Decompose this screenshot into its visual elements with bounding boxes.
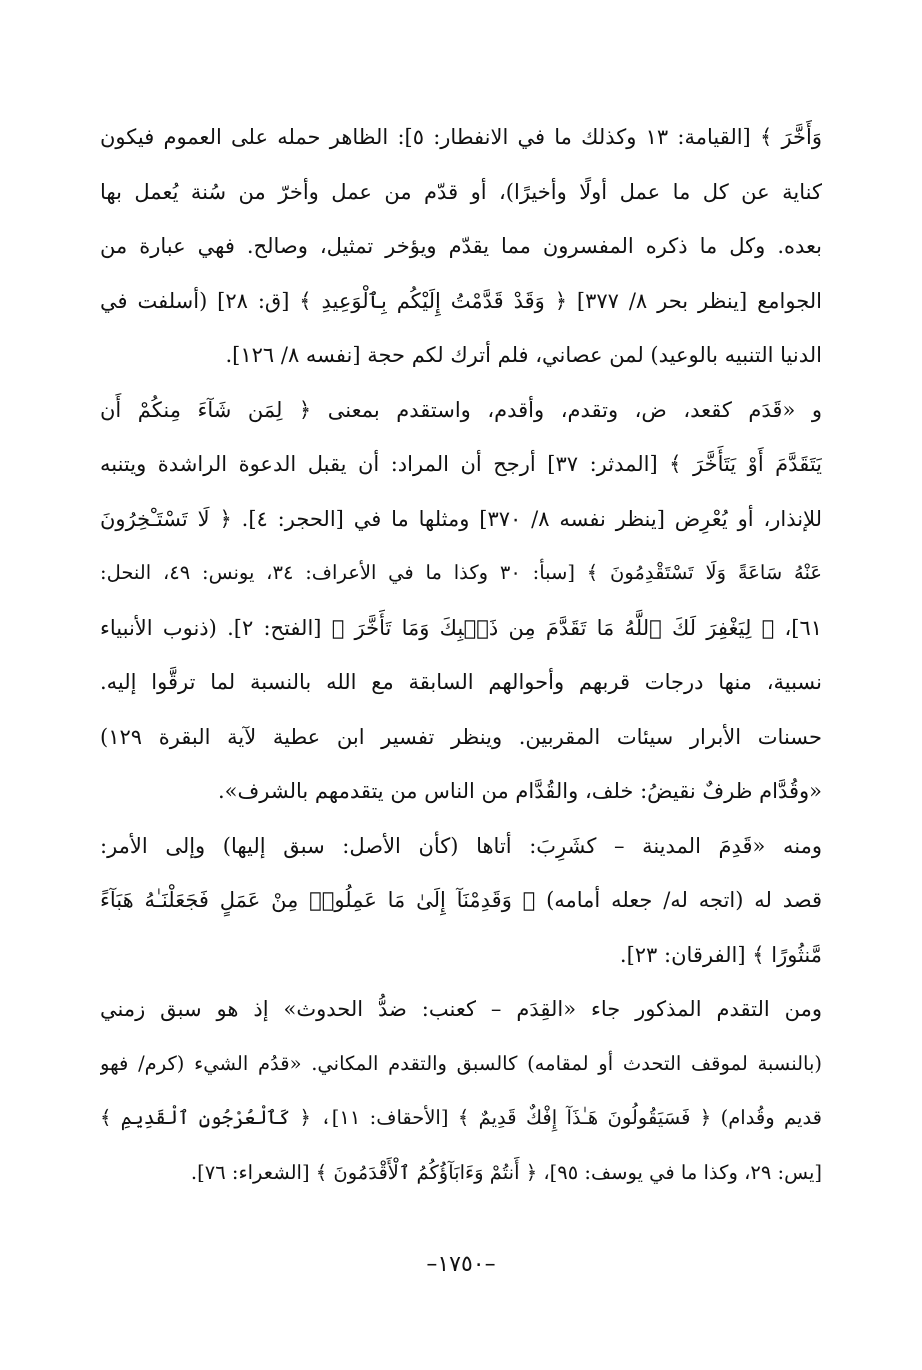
text-line: قديم وقُدام) ﴿ فَسَيَقُولُونَ هَـٰذَآ إِفْكٌ قَدِيمٌ ﴾ [الأحقاف: ١١]، ﴿ كَٱلْعُرْجُونِ ٱلْقَدِيمِ ﴾ bbox=[100, 1106, 822, 1129]
body-text bbox=[100, 110, 822, 1200]
text-line: حسنات الأبرار سيئات المقربين. وينظر تفسير ابن عطية لآية البقرة ١٢٩) bbox=[100, 724, 822, 749]
text-line: الدنيا التنبيه بالوعيد) لمن عصاني، فلم أترك لكم حجة [نفسه ٨/ ١٢٦]. bbox=[225, 343, 822, 367]
paragraph-1 bbox=[100, 110, 822, 383]
text-line: «وقُدَّام ظرفٌ نقيضُ: خلف، والقُدَّام من الناس من يتقدمهم بالشرف». bbox=[217, 779, 822, 803]
text-line: عَنْهُ سَاعَةً وَلَا تَسْتَقْدِمُونَ ﴾ [سبأ: ٣٠ وكذا ما في الأعراف: ٣٤، يونس: ٤٩، النحل: bbox=[100, 561, 822, 584]
page-number: –١٧٥٠– bbox=[426, 1252, 496, 1277]
text-line: ومنه «قَدِمَ المدينة – كشَرِبَ: أتاها (كأن الأصل: سبق إليها) وإلى الأمر: bbox=[100, 833, 822, 858]
text-line: يَتَقَدَّمَ أَوْ يَتَأَخَّرَ ﴾ [المدثر: ٣٧] أرجح أن المراد: أن يقبل الدعوة الراشدة ويتنبه bbox=[100, 452, 822, 476]
text-line: الجوامع [ينظر بحر ٨/ ٣٧٧] ﴿ وَقَدْ قَدَّمْتُ إِلَيْكُم بِٱلْوَعِيدِ ﴾ [ق: ٢٨] (أسلفت في bbox=[100, 288, 822, 313]
text-line: كناية عن كل ما عمل أولًا وأخيرًا)، أو قدّم من عمل وأخرّ من سُنة يُعمل بها bbox=[100, 179, 822, 204]
text-line: بعده. وكل ما ذكره المفسرون مما يقدّم ويؤخر تمثيل، وصالح. فهي عبارة من bbox=[100, 234, 822, 258]
text-line: ومن التقدم المذكور جاء «القِدَم – كعنب: ضدُّ الحدوث» إذ هو سبق زمني bbox=[100, 997, 822, 1021]
paragraph-4 bbox=[100, 982, 822, 1200]
text-line: للإنذار، أو يُعْرِض [ينظر نفسه ٨/ ٣٧٠] ومثلها ما في [الحجر: ٤]. ﴿ لَا تَسْتَـْخِرُونَ bbox=[100, 506, 822, 531]
paragraph-2 bbox=[100, 383, 822, 819]
text-line: نسبية، منها درجات قربهم وأحوالهم السابقة مع الله بالنسبة لما ترقَّوا إليه. bbox=[100, 670, 822, 694]
text-line: مَّنثُورًا ﴾ [الفرقان: ٢٣]. bbox=[619, 942, 822, 967]
text-line: و «قَدَم كقعد، ض، وتقدم، وأقدم، واستقدم بمعنى ﴿ لِمَن شَآءَ مِنكُمْ أَن bbox=[100, 397, 822, 422]
text-line: وَأَخَّرَ ﴾ [القيامة: ١٣ وكذلك ما في الانفطار: ٥]: الظاهر حمله على العموم فيكون bbox=[100, 125, 822, 149]
text-line: [يس: ٢٩، وكذا ما في يوسف: ٩٥]، ﴿ أَنتُمْ وَءَابَآؤُكُمُ ٱلْأَقْدَمُونَ ﴾ [الشعراء: ٧٦]. bbox=[190, 1160, 822, 1184]
paragraph-3 bbox=[100, 819, 822, 983]
text-line: ٦١]، ﴿ لِيَغْفِرَ لَكَ ٱللَّهُ مَا تَقَدَّمَ مِن ذَنۢبِكَ وَمَا تَأَخَّرَ ﴾ [الفتح: ٢]. (ذنوب الأنبياء bbox=[100, 615, 822, 640]
text-line: قصد له (اتجه له/ جعله أمامه) ﴿ وَقَدِمْنَآ إِلَىٰ مَا عَمِلُوا۟ مِنْ عَمَلٍ فَجَعَلْنَـٰهُ هَبَآءً bbox=[100, 888, 822, 912]
text-line: (بالنسبة لموقف التحدث أو لمقامه) كالسبق والتقدم المكاني. «قدُم الشيء (كرم/ فهو bbox=[100, 1051, 822, 1075]
